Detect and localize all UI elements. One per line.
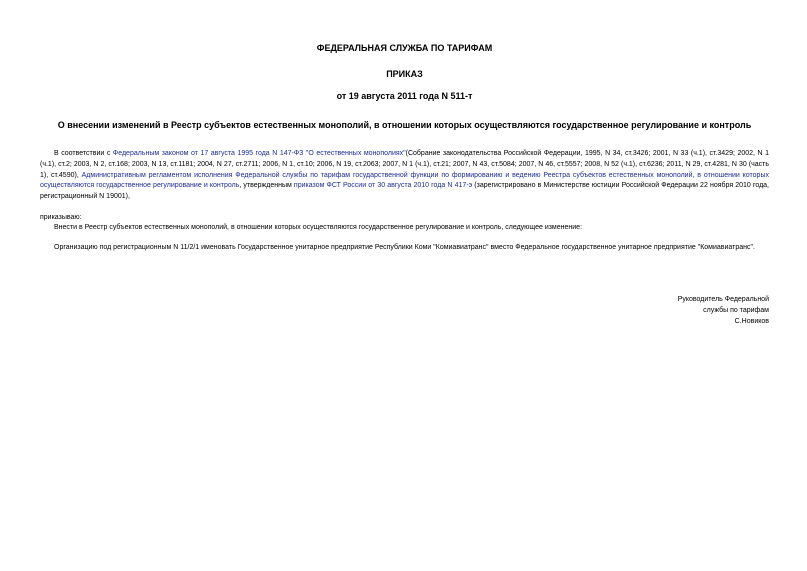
preamble-text-3: , утвержденным <box>239 182 294 190</box>
signature-block <box>678 294 769 327</box>
admin-regulation-link[interactable]: Административным регламентом исполнения Федеральной службы по тарифам государственной функции по формированию и ведению Реестра субъектов естественных монополий, в отношении которых осуществляются государственное регулирование и контроль <box>40 171 769 190</box>
order-phrase: приказываю: <box>40 214 82 221</box>
document-type-heading: ПРИКАЗ <box>386 69 423 79</box>
document-page <box>40 0 769 571</box>
document-date-heading: от 19 августа 2011 года N 511-т <box>336 91 473 101</box>
preamble-paragraph <box>40 149 769 203</box>
document-title: О внесении изменений в Реестр субъектов естественных монополий, в отношении которых осуществляются государственное регулирование и контроль <box>57 120 752 130</box>
preamble-text-4: (зарегистрировано в Министерстве юстиции Российской Федерации 22 ноября 2010 года, регистрационный N 19001), <box>40 182 770 201</box>
signature-position-line-1: Руководитель Федеральной <box>677 296 769 303</box>
instruction-paragraph: Внести в Реестр субъектов естественных монополий, в отношении которых осуществляются государственное регулирование и контроль, следующее изменение: <box>54 224 583 231</box>
federal-law-link[interactable]: Федеральным законом от 17 августа 1995 года N 147-ФЗ "О естественных монополиях" <box>112 150 406 157</box>
fst-order-link[interactable]: приказом ФСТ России от 30 августа 2010 года N 417-э <box>293 182 473 190</box>
change-paragraph: Организацию под регистрационным N 11/2/1 именовать Государственное унитарное предприятие Республики Коми "Комиавиатранс" вместо Федеральное государственное унитарное предприятие "Комиавиатранс". <box>54 244 755 251</box>
signature-position-line-2: службы по тарифам <box>703 307 769 314</box>
signature-name: С.Новиков <box>734 318 769 325</box>
agency-heading: ФЕДЕРАЛЬНАЯ СЛУЖБА ПО ТАРИФАМ <box>316 43 493 53</box>
preamble-text-2: (Собрание законодательства Российской Федерации, 1995, N 34, ст.3426; 2001, N 33 (ч.1), ст.3429; 2002, N 1 (ч.1), ст.2; 2003, N 2, ст.168; 2003, N 13, ст.1181; 2004, N 27, ст.2711; 2006, N 1, ст.10; 2006, N 19, ст.2063; 2007, N 1 (ч.1), ст.21; 2007, N 43, ст.5084; 2007, N 46, ст.5557; 2008, N 52 (ч.1), ст.6236; 2011, N 29, ст.4281, N 30 (часть 1), ст.4590), <box>40 150 770 179</box>
preamble-text-1: В соответствии с <box>54 150 113 157</box>
